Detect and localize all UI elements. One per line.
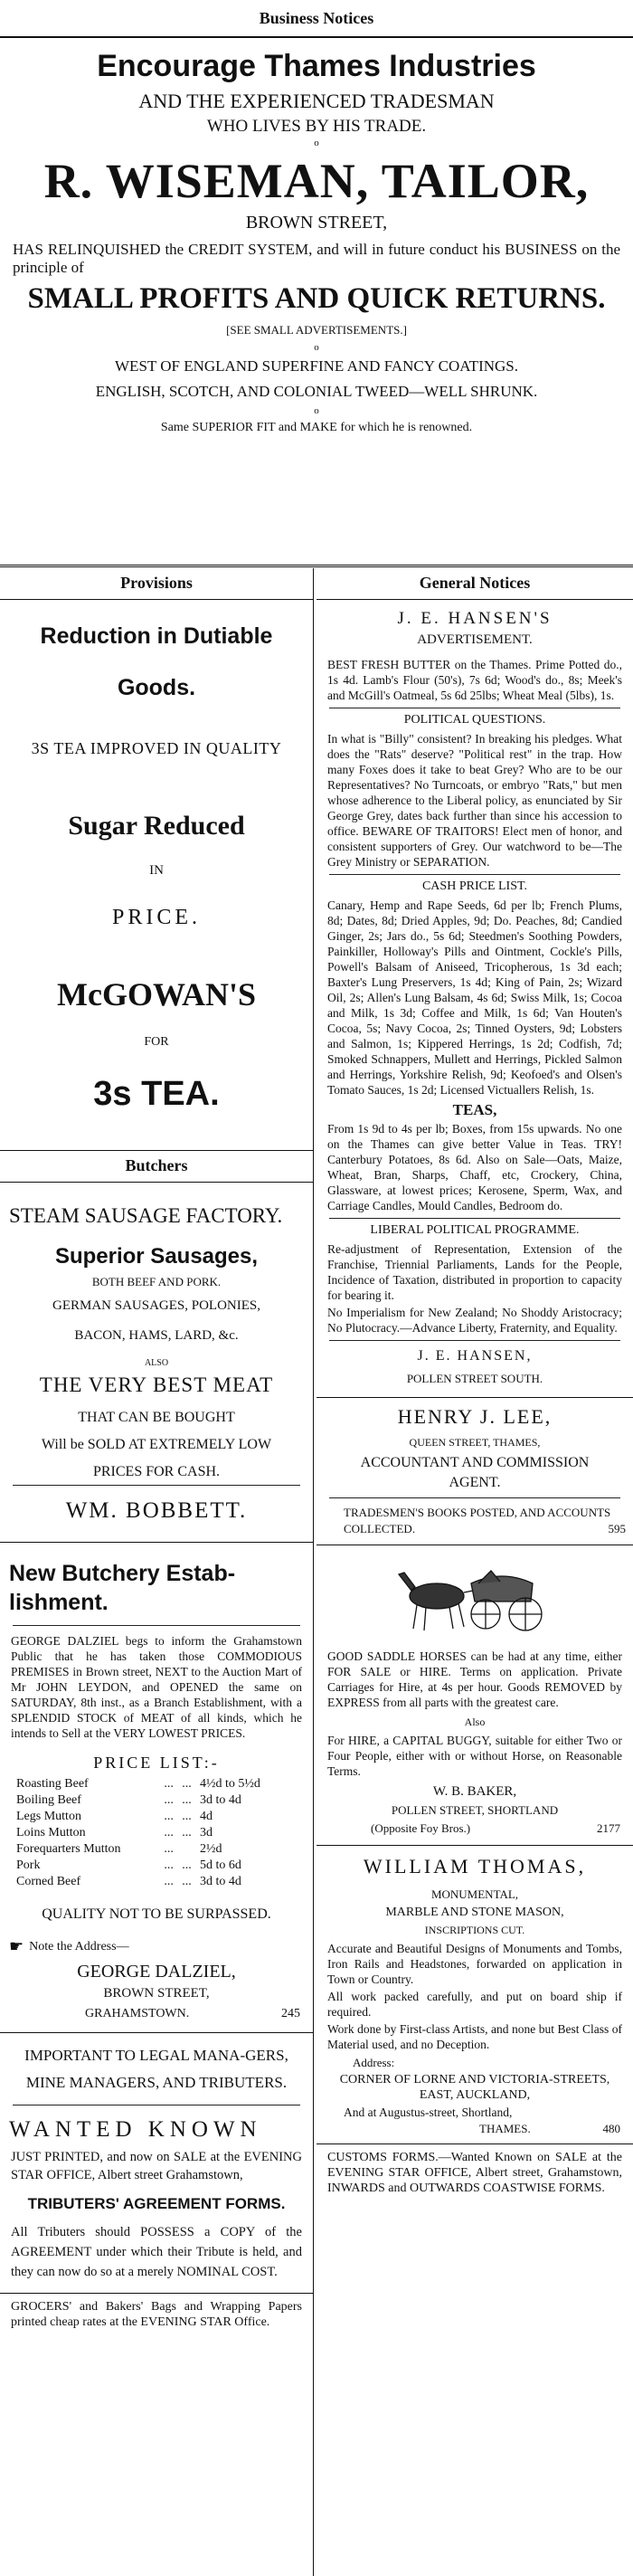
ad-number: 480 xyxy=(602,2122,620,2135)
wiseman-heading: Encourage Thames Industries xyxy=(97,49,536,83)
ad-number: 595 xyxy=(608,1522,626,1535)
divider xyxy=(329,1340,620,1341)
table-row: Forequarters Mutton ... 2½d xyxy=(16,1842,222,1856)
new-butchery-heading: New Butchery Estab-lishment. xyxy=(9,1561,236,1615)
baker-name: W. B. BAKER, xyxy=(432,1784,517,1799)
divider xyxy=(329,1218,620,1219)
very-best-meat: THE VERY BEST MEAT xyxy=(39,1374,274,1396)
divider xyxy=(0,1542,313,1543)
bobbett-name: WM. BOBBETT. xyxy=(65,1498,248,1523)
sold-low: Will be SOLD AT EXTREMELY LOW xyxy=(41,1437,272,1452)
tweed-line: ENGLISH, SCOTCH, AND COLONIAL TWEED—WELL SHRUNK. xyxy=(95,383,538,400)
dalziel-town: GRAHAMSTOWN. xyxy=(85,2007,190,2020)
books-line xyxy=(316,1503,633,1537)
divider xyxy=(13,1485,300,1486)
divider xyxy=(329,874,620,875)
see-small-ads: [SEE SMALL ADVERTISEMENTS.] xyxy=(226,323,407,337)
dalziel-paragraph: GEORGE DALZIEL begs to inform the Grahamstown Public that he has taken those COMMODIOUS PREMISES in Brown street, NEXT to the Auction Mart of Mr JOHN LEYDON, and OPENED the same on SATURDAY, 8th inst., as a Branch Establishment, with a SPLENDID STOCK of MEAT of all kinds, which he intends to Sell at the VERY LOWEST PRICES. xyxy=(11,1634,302,1740)
horse-and-carriage-engraving xyxy=(384,1551,565,1641)
tailor-name: R. WISEMAN, TAILOR, xyxy=(43,154,590,208)
wiseman-subheading: AND THE EXPERIENCED TRADESMAN xyxy=(138,90,495,112)
important-notice: IMPORTANT TO LEGAL MANA-GERS, MINE MANAGERS, AND TRIBUTERS. xyxy=(24,2047,288,2091)
masthead: Business Notices xyxy=(0,0,633,38)
tributers-paragraph: All Tributers should POSSESS a COPY of the AGREEMENT under which their Tribute is held, and they can now do so at a merely NOMINAL COST. xyxy=(11,2225,302,2279)
monumental-label: MONUMENTAL, xyxy=(430,1887,519,1901)
divider xyxy=(0,2293,313,2294)
dalziel-town-row xyxy=(0,2007,313,2021)
steam-sausage-factory: STEAM SAUSAGE FACTORY. xyxy=(9,1204,283,1227)
renowned-line: Same SUPERIOR FIT and MAKE for which he is renowned. xyxy=(160,421,473,434)
marble-mason: MARBLE AND STONE MASON, xyxy=(385,1906,564,1919)
divider xyxy=(329,1497,620,1498)
quality-line: QUALITY NOT TO BE SURPASSED. xyxy=(42,1906,271,1922)
note-label: Note the Address— xyxy=(29,1939,129,1953)
sugar-heading: Sugar Reduced xyxy=(68,811,245,841)
wiseman-paragraph: HAS RELINQUISHED the CREDIT SYSTEM, and will in future conduct his BUSINESS on the principle of xyxy=(13,241,620,276)
no-imperialism: No Imperialism for New Zealand; No Shoddy Aristocracy; No Plutocracy.—Advance Liberty, Fraternity, and Equality. xyxy=(327,1306,622,1335)
wanted-paragraph: JUST PRINTED, and now on SALE at the EVENING STAR OFFICE, Albert street Grahamstown, xyxy=(11,2150,302,2182)
divider xyxy=(316,1397,633,1398)
table-row: Boiling Beef ... ... 3d to 4d xyxy=(16,1793,241,1807)
table-row: Loins Mutton ... ... 3d xyxy=(16,1826,213,1839)
augustus-street: And at Augustus-street, Shortland, xyxy=(344,2105,513,2119)
liberal-heading: LIBERAL POLITICAL PROGRAMME. xyxy=(370,1223,580,1237)
price-table xyxy=(14,1776,286,1890)
price-word: PRICE. xyxy=(111,906,201,929)
pointing-hand-icon: ☛ xyxy=(9,1937,24,1955)
coatings-line: WEST OF ENGLAND SUPERFINE AND FANCY COATINGS. xyxy=(115,357,518,375)
cash-price-heading: CASH PRICE LIST. xyxy=(421,879,528,893)
divider xyxy=(0,2032,313,2033)
divider xyxy=(316,1845,633,1846)
thames-label: THAMES. xyxy=(479,2122,531,2135)
left-column xyxy=(0,568,314,2576)
cash-price-paragraph: Canary, Hemp and Rape Seeds, 6d per lb; French Plums, 8d; Dates, 8d; Dried Apples, 9d; Do. Peaches, 8d; Candied Ginger, 2s; Jars do., 5s 6d; Steedmen's Soothing Powders, Painkiller, Holloway's Pills and Ointment, Cockle's Pills, Powell's Balsam of Aniseed, Tricopherous, 1s 3d each; Baxter's Lung Preservers, 1s 4d; King of Pain, 2s; Wizard Oil, 2s; Allen's Lung Balsam, 4s 6d; Swiss Milk, 1s; Cocoa and Milk, 1s 3d; Coffee and Milk, 1s 6d; Van Houten's Cocoa, 5s; Navy Cocoa, 2s; Tinned Oysters, 9d; Lobsters and Salmon, 1s; Kippered Herrings, 1s 2d; Codfish, 7d; Smoked Schnappers, Mullett and Herrings, Pickled Salmon and Herrings, Yorkshire Relish, 9d; Keofoed's and Olsen's Tomato Sauces, 1s 2d; Licensed Victuallers Relish, 1s. xyxy=(327,898,622,1097)
political-paragraph: In what is "Billy" consistent? In breaking his pledges. What does the "Rats" deserve? "Political rest" in the trap. How many Foxes does it take to beat Grey? Who are to be our Representatives? No Turncoats, or embryo "Rats," but men whose adherence to the Liberal policy, as enunciated by Sir George Grey, dates back further than since his accession to office. BEWARE OF TRAITORS! Elect men of honor, and consistent supporters of Grey. Our watchword to be—The Grey Ministry or SEPARATION. xyxy=(327,732,622,869)
three-shilling-tea: 3s TEA. xyxy=(93,1075,220,1113)
pollen-street: POLLEN STREET SOUTH. xyxy=(406,1372,543,1385)
saddle-horses-paragraph: GOOD SADDLE HORSES can be had at any time, either FOR SALE or HIRE. Terms on application. Private Carriages for Hire, at 4s per hour. Goods REMOVED by EXPRESS from all parts with the greatest care. xyxy=(327,1649,622,1709)
german-sausages: GERMAN SAUSAGES, POLONIES, xyxy=(52,1298,261,1313)
wiseman-subheading-2: WHO LIVES BY HIS TRADE. xyxy=(206,117,427,136)
goods-heading: Goods. xyxy=(117,675,196,700)
section-general-notices: General Notices xyxy=(316,568,633,600)
reduction-heading: Reduction in Dutiable xyxy=(40,623,273,649)
thomas-paragraph: Accurate and Beautiful Designs of Monuments and Tombs, Iron Rails and Headstones, forwarded on application in Town or Country. xyxy=(327,1942,622,1986)
teas-heading: TEAS, xyxy=(452,1101,497,1118)
note-address xyxy=(0,1923,313,1956)
address-label: Address: xyxy=(353,2056,395,2069)
hansen-signature: J. E. HANSEN, xyxy=(417,1348,533,1364)
table-row: Roasting Beef ... ... 4½d to 5½d xyxy=(16,1777,260,1791)
table-row: Corned Beef ... ... 3d to 4d xyxy=(16,1875,241,1888)
wiseman-advertisement xyxy=(0,36,633,567)
table-row: Legs Mutton ... ... 4d xyxy=(16,1810,213,1823)
lee-heading: HENRY J. LEE, xyxy=(397,1405,553,1428)
prices-for-cash: PRICES FOR CASH. xyxy=(92,1464,221,1479)
shortland-address: POLLEN STREET, SHORTLAND xyxy=(391,1803,559,1817)
hansen-heading: J. E. HANSEN'S xyxy=(397,609,553,628)
liberal-paragraph: Re-adjustment of Representation, Extension of the Franchise, Triennial Parliaments, Lands for the People, Incidence of Taxation, distributed in proportion to capacity for bearing it. xyxy=(327,1242,622,1302)
thomas-heading: WILLIAM THOMAS, xyxy=(363,1855,587,1877)
small-profits-heading: SMALL PROFITS AND QUICK RETURNS. xyxy=(27,282,606,315)
right-column xyxy=(316,568,633,2576)
corner-address: CORNER OF LORNE AND VICTORIA-STREETS, EAST, AUCKLAND, xyxy=(339,2073,610,2102)
dalziel-street: BROWN STREET, xyxy=(103,1986,210,2001)
can-be-bought: THAT CAN BE BOUGHT xyxy=(78,1410,235,1425)
mcgowan-heading: McGOWAN'S xyxy=(57,976,256,1012)
in-word: IN xyxy=(149,863,164,878)
advertisement-label: ADVERTISEMENT. xyxy=(417,632,533,647)
wanted-known: WANTED KNOWN xyxy=(9,2117,262,2142)
work-done-paragraph: Work done by First-class Artists, and none but Best Class of Material used, and no Deception. xyxy=(327,2022,622,2051)
queen-street: QUEEN STREET, THAMES, xyxy=(409,1436,541,1449)
thames-row xyxy=(316,2120,633,2136)
divider xyxy=(13,1625,300,1626)
tailor-street: BROWN STREET, xyxy=(245,213,388,233)
also-label: Also xyxy=(464,1716,486,1728)
ornament-o: o xyxy=(314,138,319,148)
section-provisions: Provisions xyxy=(0,568,313,600)
ad-number: 2177 xyxy=(597,1821,620,1835)
bacon-hams: BACON, HAMS, LARD, &c. xyxy=(74,1328,239,1343)
ad-number: 245 xyxy=(281,2007,300,2020)
opposite-row xyxy=(316,1818,633,1836)
table-row: Pork ... ... 5d to 6d xyxy=(16,1858,241,1872)
beef-pork: BOTH BEEF AND PORK. xyxy=(91,1275,222,1288)
dalziel-name: GEORGE DALZIEL, xyxy=(77,1962,236,1982)
teas-paragraph: From 1s 9d to 4s per lb; Boxes, from 15s upwards. No one on the Thames can give better Value in Teas. TRY! Canterbury Potatoes, 8s 6d. Also on Sale—Oats, Maize, Wheat, Bran, Sharps, Chaff, etc, Crockery, China, Glassware, at lowest prices; Kerosene, Sperm, Wax, and Carriage Candles, Mould Candles, Bedroom do. xyxy=(327,1122,622,1212)
ornament-o: o xyxy=(314,405,319,416)
all-work-paragraph: All work packed carefully, and put on board ship if required. xyxy=(327,1990,622,2019)
books-text: TRADESMEN'S BOOKS POSTED, AND ACCOUNTS COLLECTED. xyxy=(344,1506,611,1535)
divider xyxy=(316,2143,633,2144)
grocers-notice: GROCERS' and Bakers' Bags and Wrapping Papers printed cheap rates at the EVENING STAR Office. xyxy=(11,2300,302,2329)
agreement-forms: TRIBUTERS' AGREEMENT FORMS. xyxy=(27,2195,286,2212)
butter-paragraph: BEST FRESH BUTTER on the Thames. Prime Potted do., 1s 4d. Lamb's Flour (50's), 7s 6d; Wood's do., 8s; Meek's and McGill's Oatmeal, 5s 6d 25lbs; Wheat Meal (5lbs), 1s. xyxy=(327,658,622,702)
tea-improved: 3S TEA IMPROVED IN QUALITY xyxy=(31,739,282,757)
customs-forms-notice: CUSTOMS FORMS.—Wanted Known on SALE at the EVENING STAR OFFICE, Albert street, Grahamstown, INWARDS and OUTWARDS COASTWISE FORMS. xyxy=(327,2151,622,2195)
political-heading: POLITICAL QUESTIONS. xyxy=(403,713,546,727)
buggy-paragraph: For HIRE, a CAPITAL BUGGY, suitable for either Two or Four People, either with or without Horse, on Reasonable Terms. xyxy=(327,1734,622,1778)
section-butchers: Butchers xyxy=(0,1150,313,1183)
price-list-heading: PRICE LIST:- xyxy=(93,1754,220,1772)
accountant-line: ACCOUNTANT AND COMMISSION AGENT. xyxy=(360,1455,590,1490)
ornament-o: o xyxy=(314,342,319,353)
for-word: FOR xyxy=(144,1035,169,1049)
inscriptions-cut: INSCRIPTIONS CUT. xyxy=(424,1924,525,1936)
also-label: ALSO xyxy=(144,1358,169,1368)
opposite-text: (Opposite Foy Bros.) xyxy=(371,1821,471,1835)
superior-sausages: Superior Sausages, xyxy=(54,1244,259,1269)
